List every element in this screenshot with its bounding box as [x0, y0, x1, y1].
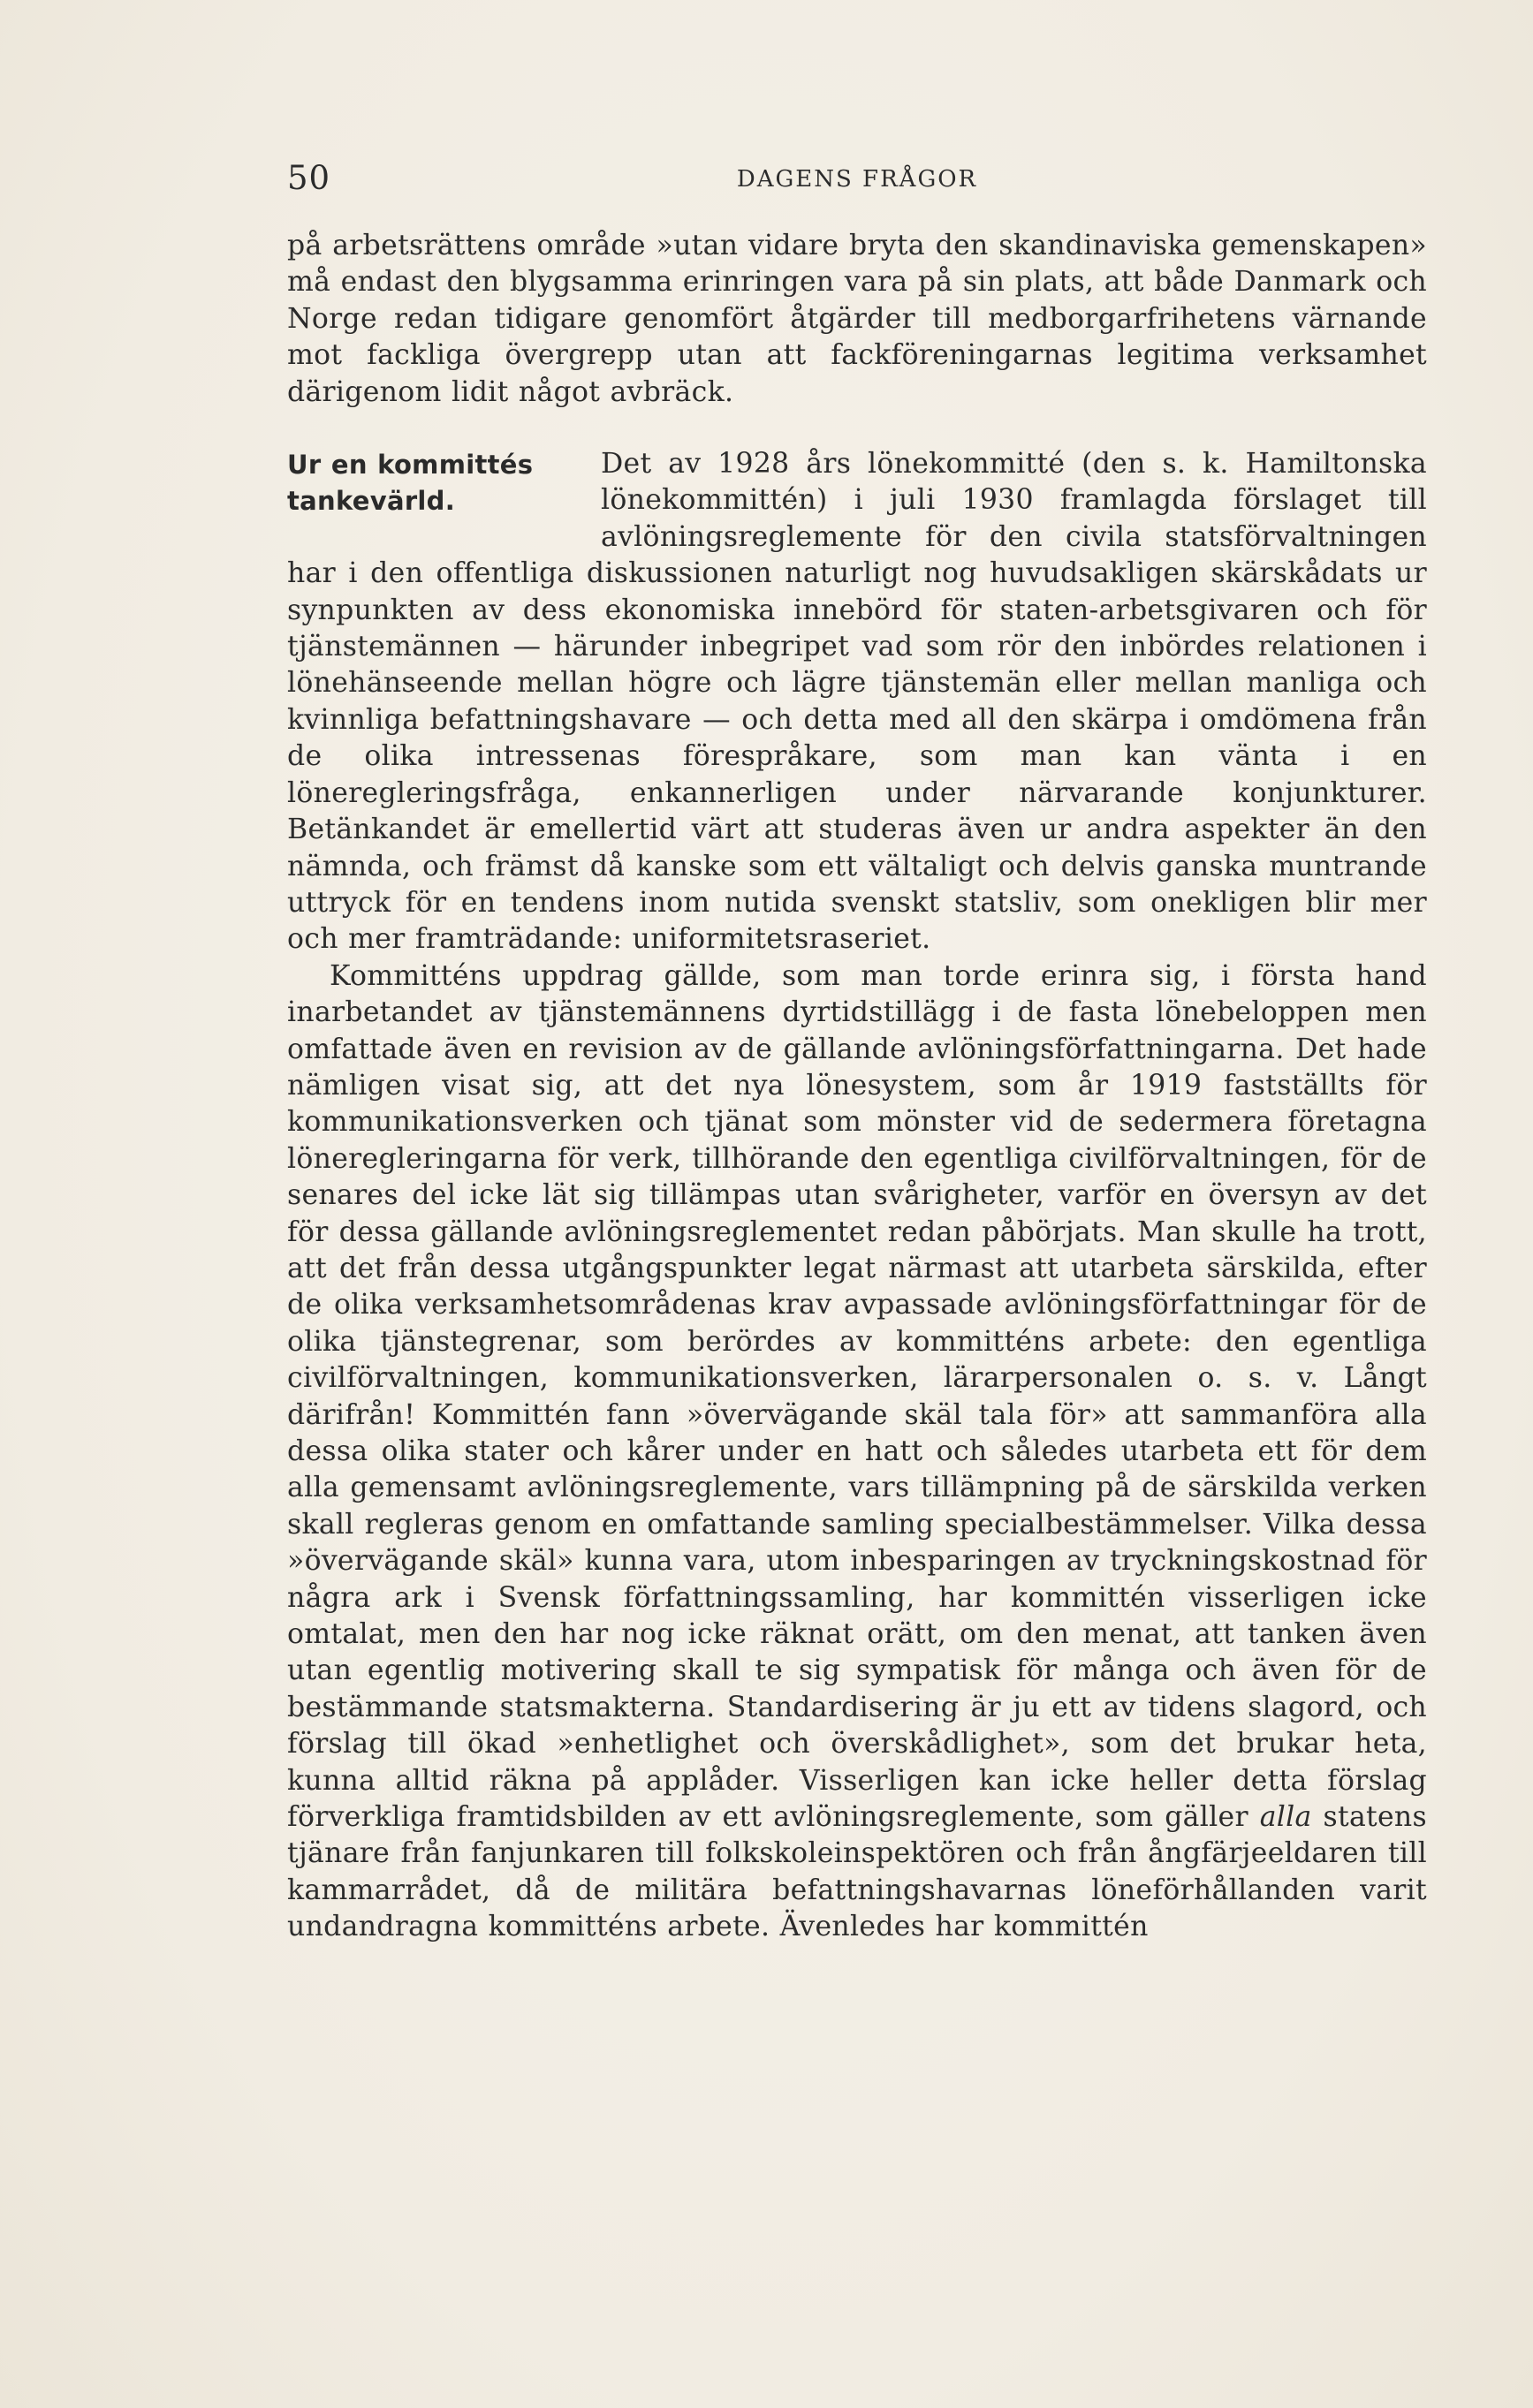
page-header: [287, 159, 1427, 203]
section-ur-en-kommittes-tankevarld: [287, 446, 1427, 958]
paragraph-continuation: på arbetsrättens område »utan vidare bryta den skandinaviska gemenskapen» må endast den blygsamma erinringen vara på sin plats, att både Danmark och Norge redan tidigare genomfört åtgärder till medborgarfrihetens värnande mot fackliga övergrepp utan att fackföreningarnas legitima verksamhet därigenom lidit något avbräck.: [287, 230, 1427, 408]
side-heading: [287, 446, 601, 520]
italic-word: alla: [1259, 1801, 1312, 1834]
body-text: [287, 228, 1427, 1946]
running-title: DAGENS FRÅGOR: [736, 166, 978, 193]
side-heading-line-1: Ur en kommittés: [287, 450, 534, 481]
side-heading-line-2: tankevärld.: [287, 486, 456, 517]
paragraph-text-part-2: statens tjänare från fanjunkaren till folkskoleinspektören och från ångfärjeeldaren till kammarrådet, då de militära befattningshavarnas löneförhållanden varit undandragna kommitténs arbete. Ävenledes har kommittén: [287, 1801, 1427, 1943]
paragraph-kommittens-uppdrag: [287, 958, 1427, 1946]
paragraph-text-part-1: Kommitténs uppdrag gällde, som man torde erinra sig, i första hand inarbetandet av tjänstemännens dyrtidstillägg i de fasta lönebeloppen men omfattade även en revision av de gällande avlöningsförfattningarna. Det hade nämligen visat sig, att det nya lönesystem, som år 1919 fastställts för kommunikationsverken och tjänat som mönster vid de sedermera företagna löneregleringarna för verk, tillhörande den egentliga civilförvaltningen, för de senares del icke lät sig tillämpas utan svårigheter, varför en översyn av det för dessa gällande avlöningsreglementet redan påbörjats. Man skulle ha trott, att det från dessa utgångspunkter legat närmast att utarbeta särskilda, efter de olika verksamhetsområdenas krav avpassade avlöningsförfattningar för de olika tjänstegrenar, som berördes av kommitténs arbete: den egentliga civilförvaltningen, kommunikationsverken, lärarpersonalen o. s. v. Långt därifrån! Kommittén fann »övervägande skäl tala för» att sammanföra alla dessa olika stater och kårer under en hatt och således utarbeta ett för dem alla gemensamt avlöningsreglemente, vars tillämpning på de särskilda verken skall regleras genom en omfattande samling specialbestämmelser. Vilka dessa »övervägande skäl» kunna vara, utom inbesparingen av tryckningskostnad för några ark i Svensk författningssamling, har kommittén visserligen icke omtalat, men den har nog icke räknat orätt, om den menat, att tanken även utan egentlig motivering skall te sig sympatisk för många och även för de bestämmande statsmakterna. Standardisering är ju ett av tidens slagord, och förslag till ökad »enhetlighet och överskådlighet», som det brukar heta, kunna alltid räkna på applåder. Visserligen kan icke heller detta förslag förverkliga framtidsbilden av ett avlöningsreglemente, som gäller: [287, 959, 1427, 1834]
page-number: 50: [287, 159, 331, 197]
paragraph-lonekommitte: Det av 1928 års lönekommitté (den s. k. Hamiltonska lönekommittén) i juli 1930 framlagda förslaget till avlöningsreglemente för den civila statsförvaltningen har i den offentliga diskussionen naturligt nog huvudsakligen skärskådats ur synpunkten av dess ekonomiska innebörd för staten-arbetsgivaren och för tjänstemännen — härunder inbegripet vad som rör den inbördes relationen i lönehänseende mellan högre och lägre tjänstemän eller mellan manliga och kvinnliga befattningshavare — och detta med all den skärpa i omdömena från de olika intressenas förespråkare, som man kan vänta i en löneregleringsfråga, enkannerligen under närvarande konjunkturer. Betänkandet är emellertid värt att studeras även ur andra aspekter än den nämnda, och främst då kanske som ett vältaligt och delvis ganska muntrande uttryck för en tendens inom nutida svenskt statsliv, som onekligen blir mer och mer framträdande: uniformitetsraseriet.: [287, 448, 1427, 956]
